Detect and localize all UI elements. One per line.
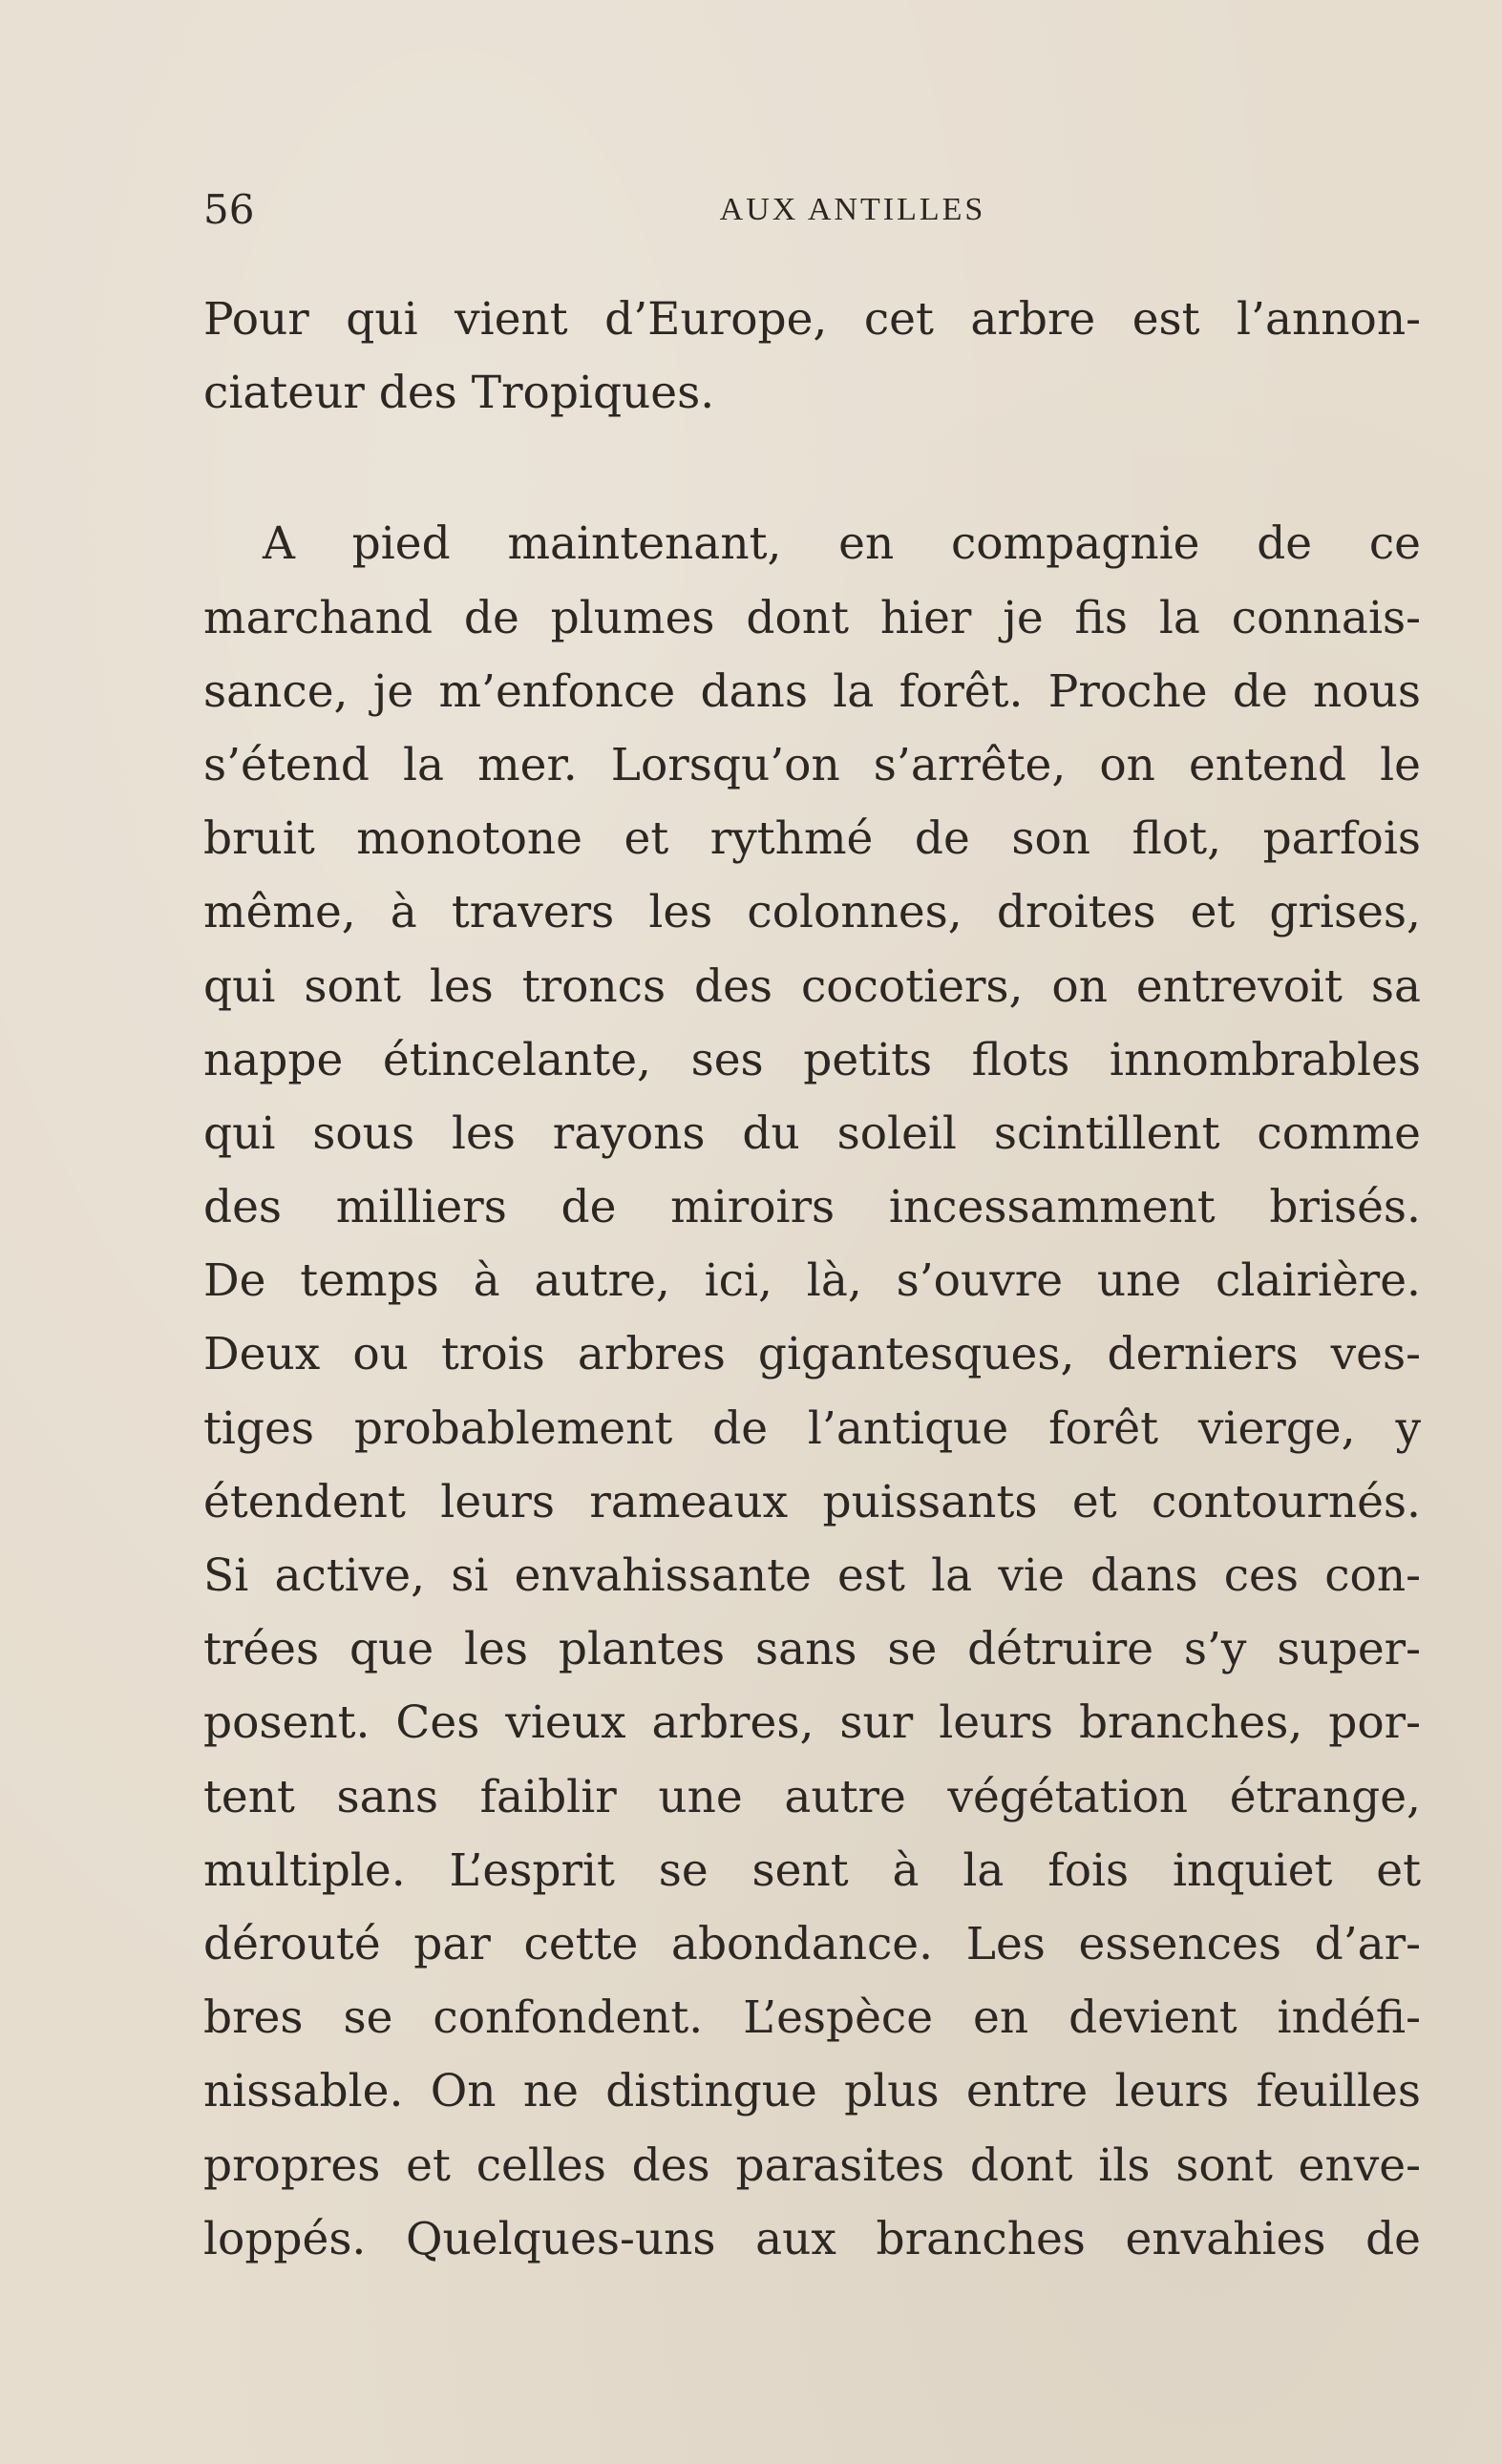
text-line: nissable. On ne distingue plus entre leurs feuilles xyxy=(203,2065,1421,2118)
text-line: loppés. Quelques-uns aux branches envahies de xyxy=(203,2212,1421,2265)
text-line: posent. Ces vieux arbres, sur leurs branches, por- xyxy=(203,1696,1421,1750)
text-line: qui sous les rayons du soleil scintillent comme xyxy=(203,1106,1421,1160)
body-text xyxy=(203,283,1421,2276)
paragraph xyxy=(203,283,1421,430)
text-line: A pied maintenant, en compagnie de ce xyxy=(263,517,1421,571)
text-line: tiges probablement de l’antique forêt vierge, y xyxy=(203,1401,1421,1455)
text-line: bres se confondent. L’espèce en devient indéfi- xyxy=(203,1991,1421,2045)
text-line: trées que les plantes sans se détruire s’y super- xyxy=(203,1623,1421,1676)
running-head: AUX ANTILLES xyxy=(719,192,986,227)
page-header xyxy=(203,181,1426,239)
text-line: des milliers de miroirs incessamment brisés. xyxy=(203,1181,1421,1234)
text-line: propres et celles des parasites dont ils sont enve- xyxy=(203,2138,1421,2192)
text-line: tent sans faiblir une autre végétation étrange, xyxy=(203,1770,1421,1823)
text-line: Si active, si envahissante est la vie dans ces con- xyxy=(203,1549,1421,1602)
text-line: Deux ou trois arbres gigantesques, derniers ves- xyxy=(203,1328,1421,1381)
text-line: ciateur des Tropiques. xyxy=(203,367,715,420)
text-line: De temps à autre, ici, là, s’ouvre une clairière. xyxy=(203,1254,1421,1308)
text-line: s’étend la mer. Lorsqu’on s’arrête, on entend le xyxy=(203,738,1421,791)
text-line: nappe étincelante, ses petits flots innombrables xyxy=(203,1033,1421,1086)
text-line: Pour qui vient d’Europe, cet arbre est l’annon- xyxy=(203,293,1421,346)
paragraph xyxy=(203,507,1421,2276)
text-line: même, à travers les colonnes, droites et grises, xyxy=(203,886,1421,939)
text-line: qui sont les troncs des cocotiers, on entrevoit sa xyxy=(203,959,1421,1013)
text-line: sance, je m’enfonce dans la forêt. Proche de nous xyxy=(203,664,1421,718)
page-number: 56 xyxy=(203,186,255,233)
text-line: étendent leurs rameaux puissants et contournés. xyxy=(203,1475,1421,1528)
text-line: dérouté par cette abondance. Les essences d’ar- xyxy=(203,1917,1421,1970)
paragraph-gap xyxy=(203,430,1421,507)
text-line: marchand de plumes dont hier je fis la connais- xyxy=(203,591,1421,644)
text-line: bruit monotone et rythmé de son flot, parfois xyxy=(203,812,1421,866)
text-line: multiple. L’esprit se sent à la fois inquiet et xyxy=(203,1843,1421,1897)
